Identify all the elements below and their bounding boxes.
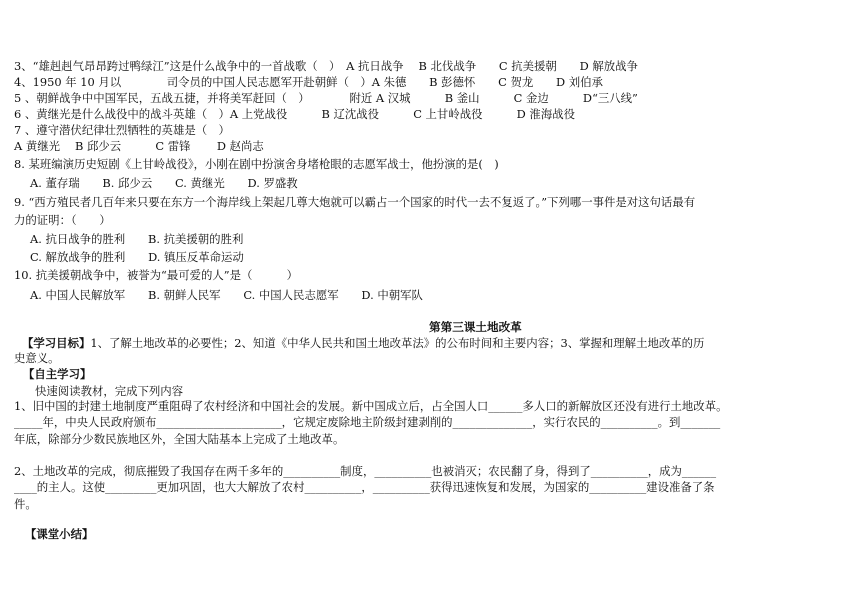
question-9-line-1 xyxy=(14,194,695,210)
paragraph-1-line-3 xyxy=(14,431,344,447)
question-10-options xyxy=(30,287,423,303)
paragraph-1-line-1 xyxy=(14,398,727,414)
question-10 xyxy=(14,267,298,283)
question-5-text: 5 、朝鲜战争中中国军民，五战五捷，并将美军赶回（ ） 附近 A 汉城 B 釜山 C 金边 D“三八线” xyxy=(14,91,638,105)
learning-goals-label: 【学习目标】 xyxy=(22,336,91,350)
class-summary-label-text: 【课堂小结】 xyxy=(25,527,94,541)
question-3-text: 3、“雄赳赳气昂昂跨过鸭绿江”这是什么战争中的一首战歌（ ） A 抗日战争 B 北伐战争 C 抗美援朝 D 解放战争 xyxy=(14,59,638,73)
question-5 xyxy=(14,90,638,106)
question-8-options-text: A. 董存瑞 B. 邱少云 C. 黄继光 D. 罗盛教 xyxy=(30,176,298,190)
question-10-text: 10. 抗美援朝战争中，被誉为“最可爱的人”是（ ） xyxy=(14,268,298,282)
paragraph-1-text-3: 年底，除部分少数民族地区外，全国大陆基本上完成了土地改革。 xyxy=(14,432,345,446)
paragraph-1-text-2: _____年，中央人民政府颁布______________________，它规定废除地主阶级封建剥削的______________，实行农民的__________。到_______ xyxy=(14,415,721,429)
question-4 xyxy=(14,74,603,90)
self-study-label-text: 【自主学习】 xyxy=(23,367,92,381)
learning-goals-line-1 xyxy=(22,335,704,351)
learning-goals-text-2: 史意义。 xyxy=(14,351,60,365)
learning-goals-line-2 xyxy=(14,350,60,366)
reading-instruction-text: 快速阅读教材，完成下列内容 xyxy=(35,384,184,398)
self-study-label xyxy=(23,366,91,382)
question-7 xyxy=(14,122,230,138)
question-3 xyxy=(14,58,638,74)
question-9-options-ab-text: A. 抗日战争的胜利 B. 抗美援朝的胜利 xyxy=(30,232,244,246)
question-8 xyxy=(14,156,499,172)
paragraph-1-line-2 xyxy=(14,414,720,430)
question-9-line-2 xyxy=(14,212,111,228)
reading-instruction xyxy=(35,383,183,399)
class-summary-label xyxy=(25,526,93,542)
paragraph-2-text-3: 件。 xyxy=(14,497,37,511)
learning-goals-text: 1、了解土地改革的必要性；2、知道《中华人民共和国土地改革法》的公布时间和主要内容；3、掌握和理解土地改革的历 xyxy=(90,336,705,350)
lesson-title: 第第三课土地改革 xyxy=(429,320,522,334)
paragraph-1-text-1: 1、旧中国的封建土地制度严重阻碍了农村经济和中国社会的发展。新中国成立后，占全国人口______多人口的新解放区还没有进行土地改革。 xyxy=(14,399,728,413)
question-9-text-1: 9. “西方殖民者几百年来只要在东方一个海岸线上架起几尊大炮就可以霸占一个国家的时代一去不复返了。”下列哪一事件是对这句话最有 xyxy=(14,195,696,209)
question-9-text-2: 力的证明：（ ） xyxy=(14,213,111,227)
paragraph-2-line-1 xyxy=(14,463,716,479)
paragraph-2-text-1: 2、土地改革的完成，彻底摧毁了我国存在两千多年的__________制度，__________也被消灭；农民翻了身，得到了__________，成为______ xyxy=(14,464,717,478)
paragraph-2-line-3 xyxy=(14,496,37,512)
question-7-options xyxy=(14,138,264,154)
question-10-options-text: A. 中国人民解放军 B. 朝鲜人民军 C. 中国人民志愿军 D. 中朝军队 xyxy=(30,288,423,302)
paragraph-2-text-2: ____的主人。这使_________更加巩固，也大大解放了农村__________，__________获得迅速恢复和发展，为国家的__________建设准备了条 xyxy=(14,480,715,494)
question-9-options-ab xyxy=(30,231,243,247)
paragraph-2-line-2 xyxy=(14,479,715,495)
question-6-text: 6 、黄继光是什么战役中的战斗英雄（ ）A 上党战役 B 辽沈战役 C 上甘岭战役 D 淮海战役 xyxy=(14,107,575,121)
question-9-options-cd xyxy=(30,249,244,265)
question-6 xyxy=(14,106,575,122)
question-7-options-text: A 黄继光 B 邱少云 C 雷锋 D 赵尚志 xyxy=(14,139,264,153)
question-8-options xyxy=(30,175,298,191)
question-8-text: 8. 某班编演历史短剧《上甘岭战役》，小刚在剧中扮演舍身堵枪眼的志愿军战士，他扮演的是( ) xyxy=(14,157,499,171)
question-7-text: 7 、遵守潜伏纪律壮烈牺牲的英雄是（ ） xyxy=(14,123,230,137)
question-9-options-cd-text: C. 解放战争的胜利 D. 镇压反革命运动 xyxy=(30,250,244,264)
question-4-text: 4、1950 年 10 月以 司令员的中国人民志愿军开赴朝鲜（ ）A 朱德 B 彭德怀 C 贺龙 D 刘伯承 xyxy=(14,75,603,89)
